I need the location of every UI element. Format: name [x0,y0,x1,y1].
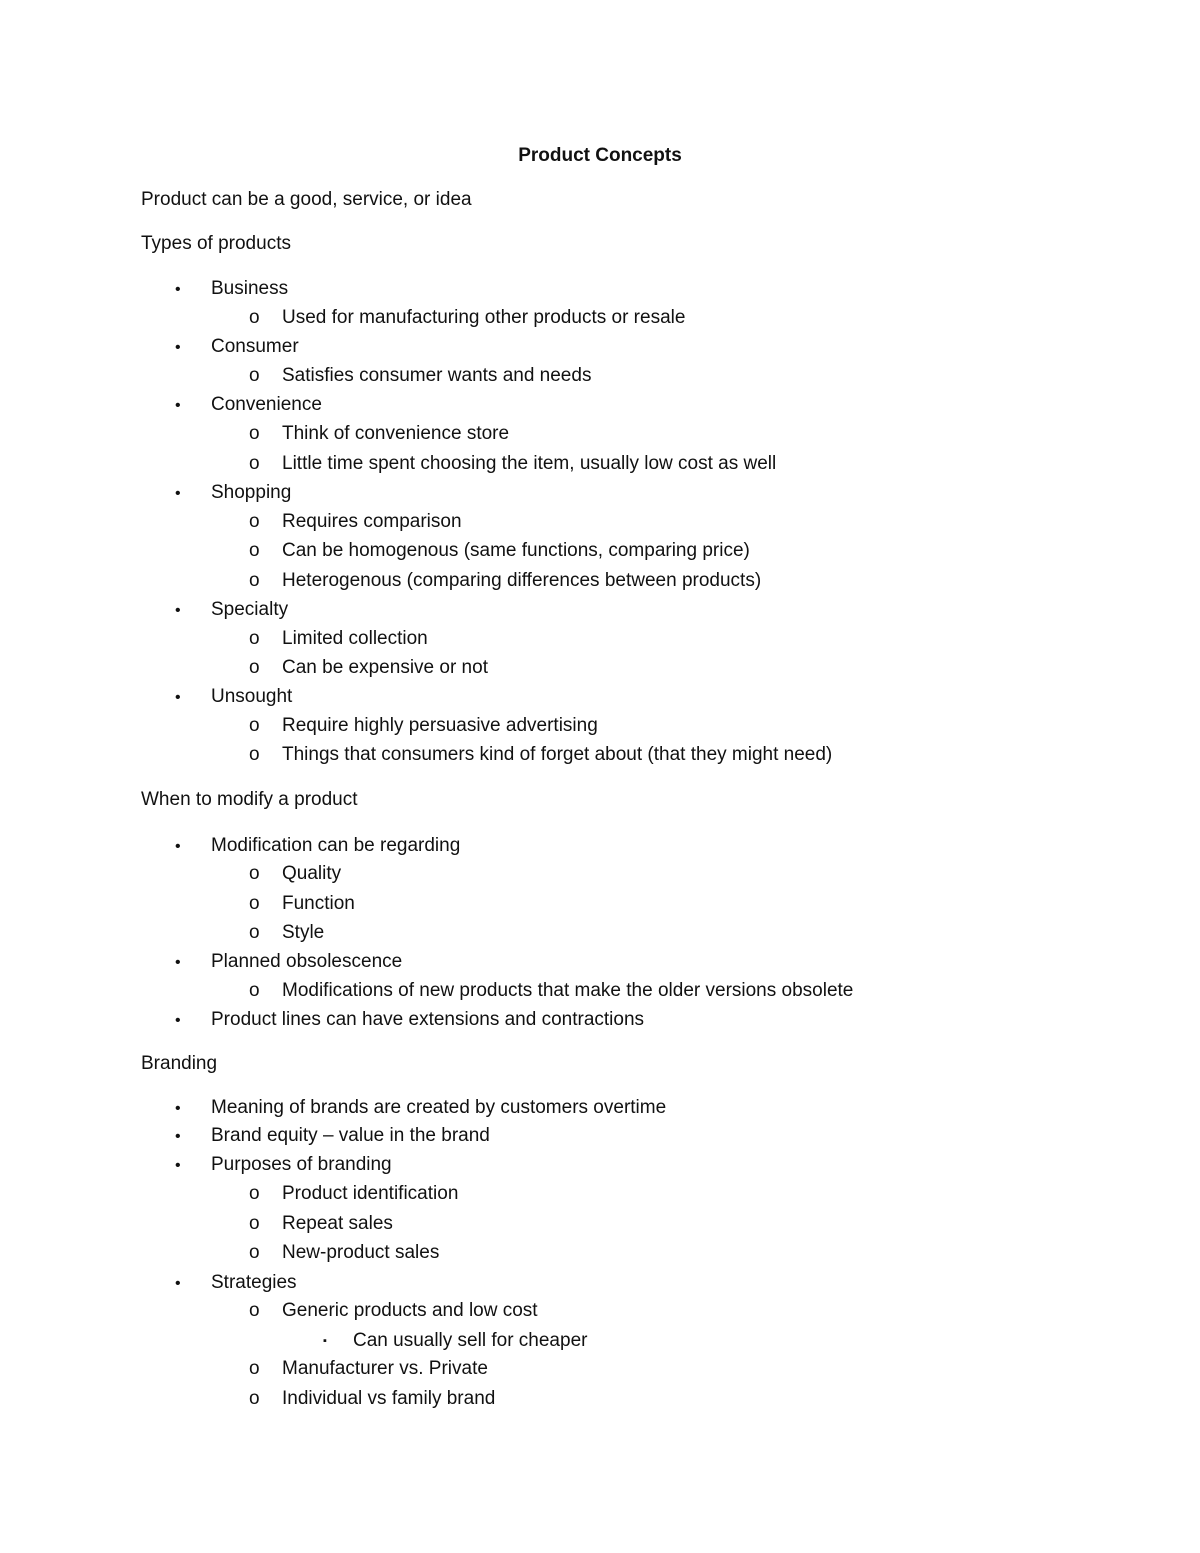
sub-list-item: Style [282,922,325,943]
list-item: Shopping [211,482,292,503]
sub-bullet-marker: o [249,893,260,914]
intro-text: Product can be a good, service, or idea [141,189,472,210]
sub-list-item: Used for manufacturing other products or resale [282,307,686,328]
page-title: Product Concepts [518,145,682,166]
sub-list-item: Satisfies consumer wants and needs [282,365,592,386]
sub-bullet-marker: o [249,715,260,736]
sub-sub-list-item: Can usually sell for cheaper [353,1330,588,1351]
sub-list-item: Manufacturer vs. Private [282,1358,488,1379]
list-item: Brand equity – value in the brand [211,1125,490,1146]
list-item: Consumer [211,336,299,357]
sub-bullet-marker: o [249,453,260,474]
sub-bullet-marker: o [249,863,260,884]
sub-list-item: Individual vs family brand [282,1388,496,1409]
sub-list-item: Product identification [282,1183,459,1204]
sub-bullet-marker: o [249,307,260,328]
sub-bullet-marker: o [249,628,260,649]
sub-list-item: Quality [282,863,342,884]
bullet-marker: • [175,954,181,971]
bullet-marker: • [175,1157,181,1174]
sub-list-item: Repeat sales [282,1213,393,1234]
bullet-marker: • [175,281,181,298]
section-heading-modify: When to modify a product [141,789,358,810]
sub-bullet-marker: o [249,922,260,943]
sub-bullet-marker: o [249,1213,260,1234]
section-heading-branding: Branding [141,1053,218,1074]
bullet-marker: • [175,838,181,855]
list-item: Product lines can have extensions and contractions [211,1009,645,1030]
sub-bullet-marker: o [249,1388,260,1409]
section-heading-types: Types of products [141,233,291,254]
list-item: Modification can be regarding [211,835,461,856]
list-item: Specialty [211,599,289,620]
sub-bullet-marker: o [249,511,260,532]
sub-list-item: Heterogenous (comparing differences between products) [282,570,762,591]
sub-bullet-marker: o [249,1242,260,1263]
sub-bullet-marker: o [249,744,260,765]
bullet-marker: • [175,689,181,706]
sub-list-item: Limited collection [282,628,428,649]
sub-list-item: Function [282,893,355,914]
sub-bullet-marker: o [249,980,260,1001]
list-item: Purposes of branding [211,1154,392,1175]
sub-list-item: Generic products and low cost [282,1300,538,1321]
bullet-marker: • [175,485,181,502]
bullet-marker: • [175,1012,181,1029]
sub-list-item: Things that consumers kind of forget about (that they might need) [282,744,833,765]
list-item: Business [211,278,289,299]
sub-bullet-marker: o [249,1358,260,1379]
sub-list-item: Require highly persuasive advertising [282,715,598,736]
list-item: Strategies [211,1272,297,1293]
sub-bullet-marker: o [249,365,260,386]
bullet-marker: • [175,397,181,414]
sub-bullet-marker: o [249,657,260,678]
sub-list-item: Requires comparison [282,511,462,532]
bullet-marker: • [175,339,181,356]
sub-sub-bullet-marker: ▪ [323,1335,327,1347]
sub-bullet-marker: o [249,570,260,591]
list-item: Planned obsolescence [211,951,403,972]
sub-list-item: Can be homogenous (same functions, comparing price) [282,540,750,561]
bullet-marker: • [175,602,181,619]
sub-bullet-marker: o [249,1183,260,1204]
sub-list-item: Little time spent choosing the item, usually low cost as well [282,453,777,474]
list-item: Meaning of brands are created by customers overtime [211,1097,667,1118]
list-item: Convenience [211,394,322,415]
bullet-marker: • [175,1275,181,1292]
sub-list-item: Can be expensive or not [282,657,488,678]
sub-bullet-marker: o [249,1300,260,1321]
sub-list-item: New-product sales [282,1242,440,1263]
bullet-marker: • [175,1100,181,1117]
list-item: Unsought [211,686,293,707]
sub-bullet-marker: o [249,423,260,444]
sub-list-item: Modifications of new products that make the older versions obsolete [282,980,854,1001]
sub-list-item: Think of convenience store [282,423,510,444]
bullet-marker: • [175,1128,181,1145]
sub-bullet-marker: o [249,540,260,561]
